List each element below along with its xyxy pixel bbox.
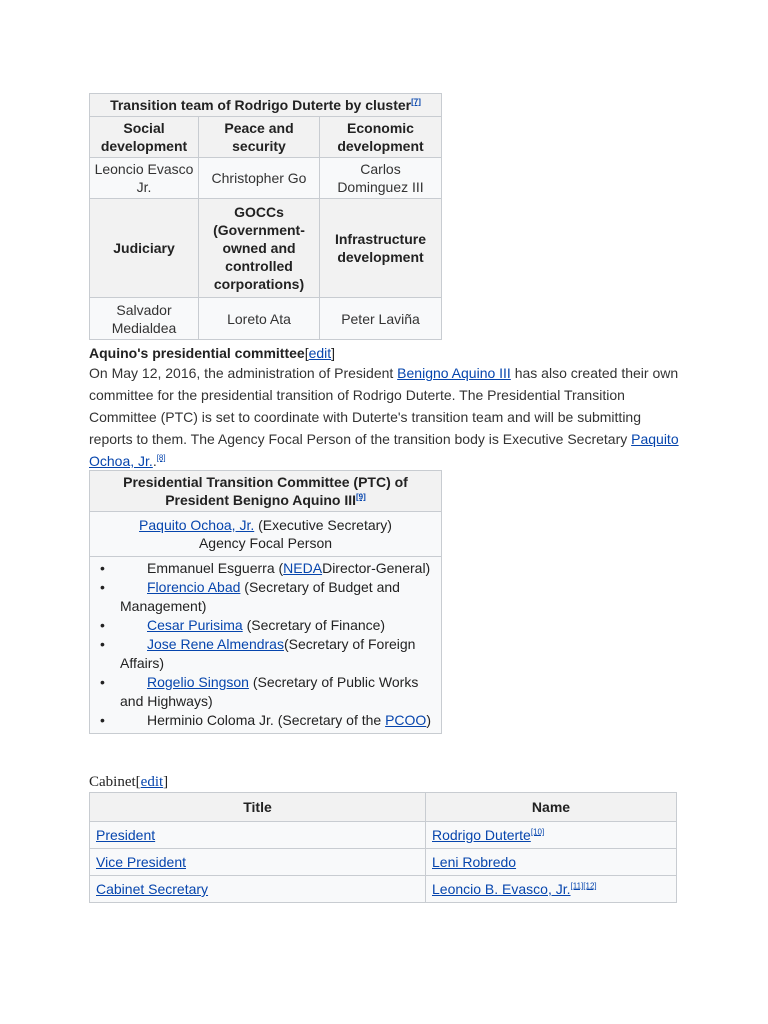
bullet-icon: • bbox=[100, 560, 105, 576]
header-peace-and-security: Peace and security bbox=[199, 117, 320, 158]
ptc-caption-text: Presidential Transition Committee (PTC) of President Benigno Aquino III bbox=[123, 474, 408, 508]
cabinet-title-cell bbox=[90, 876, 426, 903]
focal-title: Agency Focal Person bbox=[198, 535, 333, 551]
bullet-icon: • bbox=[100, 617, 105, 633]
member-text-post: (Secretary of Public Works and Highways) bbox=[120, 674, 419, 709]
member-link[interactable]: Florencio Abad bbox=[147, 579, 241, 595]
member-link[interactable]: Jose Rene Almendras bbox=[147, 636, 284, 652]
cabinet-title-link[interactable]: Cabinet Secretary bbox=[96, 881, 209, 897]
aquino-edit-link[interactable]: edit bbox=[308, 345, 332, 361]
cell-christopher-go: Christopher Go bbox=[199, 158, 320, 199]
member-link[interactable]: NEDA bbox=[283, 560, 323, 576]
caption-text: Transition team of Rodrigo Duterte by cluster bbox=[110, 97, 412, 113]
focal-role: (Executive Secretary) bbox=[254, 517, 392, 533]
cell-leoncio-evasco: Leoncio Evasco Jr. bbox=[90, 158, 199, 199]
bullet-icon: • bbox=[100, 636, 105, 652]
para-text-2: has also created their own committee for the presidential transition of Rodrigo Duterte. The Presidential Transition Committee (PTC) is set to coordinate with Duterte's transition team and will be submitting reports to them. The Agency Focal Person of the transition body is Executive Secretary bbox=[89, 365, 679, 447]
cabinet-name-cell bbox=[426, 849, 677, 876]
ptc-members-list bbox=[96, 559, 435, 730]
ptc-member-item bbox=[96, 673, 435, 711]
ref-8-link[interactable]: [8] bbox=[156, 453, 166, 463]
cabinet-table-body bbox=[90, 822, 677, 903]
member-text-pre: Emmanuel Esguerra ( bbox=[147, 560, 284, 576]
ptc-caption bbox=[90, 471, 442, 512]
cabinet-name-cell bbox=[426, 822, 677, 849]
table-row bbox=[90, 876, 677, 903]
table-row bbox=[90, 822, 677, 849]
ref-9-link[interactable]: [9] bbox=[356, 492, 366, 502]
cabinet-heading: Cabinet[edit] bbox=[89, 774, 169, 790]
cabinet-heading-text: Cabinet bbox=[89, 774, 136, 790]
ptc-member-item bbox=[96, 711, 435, 730]
benigno-aquino-link[interactable]: Benigno Aquino III bbox=[397, 365, 511, 381]
table-row bbox=[90, 849, 677, 876]
para-text-1: On May 12, 2016, the administration of President bbox=[89, 365, 398, 381]
member-text-pre: Herminio Coloma Jr. (Secretary of the bbox=[147, 712, 386, 728]
header-social-development: Social development bbox=[90, 117, 199, 158]
bullet-icon: • bbox=[100, 579, 105, 595]
cabinet-title-link[interactable]: Vice President bbox=[96, 854, 187, 870]
header-judiciary: Judiciary bbox=[90, 199, 199, 298]
reference-link[interactable]: [10] bbox=[530, 827, 545, 837]
header-infrastructure-development: Infrastructure development bbox=[320, 199, 442, 298]
bullet-icon: • bbox=[100, 674, 105, 690]
header-goccs: GOCCs (Government-owned and controlled corporations) bbox=[199, 199, 320, 298]
ref-7-link[interactable]: [7] bbox=[411, 97, 421, 107]
cell-carlos-dominguez: Carlos Dominguez III bbox=[320, 158, 442, 199]
cell-loreto-ata: Loreto Ata bbox=[199, 298, 320, 340]
member-link[interactable]: Cesar Purisima bbox=[147, 617, 243, 633]
bullet-icon: • bbox=[100, 712, 105, 728]
cabinet-title-cell bbox=[90, 822, 426, 849]
member-text-post: (Secretary of Finance) bbox=[242, 617, 386, 633]
ptc-table bbox=[89, 470, 442, 734]
ptc-member-item bbox=[96, 559, 435, 578]
member-link[interactable]: PCOO bbox=[385, 712, 427, 728]
transition-team-caption bbox=[89, 93, 442, 116]
focal-ochoa-link[interactable]: Paquito Ochoa, Jr. bbox=[139, 517, 255, 533]
paquito-ochoa-link[interactable]: Paquito Ochoa, Jr. bbox=[89, 431, 679, 469]
aquino-section-heading: Aquino's presidential committee[edit] bbox=[89, 345, 336, 361]
cabinet-name-link[interactable]: Leni Robredo bbox=[432, 854, 517, 870]
para-text-3: . bbox=[152, 453, 157, 469]
ptc-member-item bbox=[96, 578, 435, 616]
cabinet-edit-link[interactable]: edit bbox=[140, 774, 164, 790]
cabinet-title-cell bbox=[90, 849, 426, 876]
cell-salvador-medialdea: Salvador Medialdea bbox=[90, 298, 199, 340]
member-text-post: Director-General) bbox=[322, 560, 431, 576]
cabinet-title-link[interactable]: President bbox=[96, 827, 156, 843]
cabinet-name-link[interactable]: Leoncio B. Evasco, Jr. bbox=[432, 881, 571, 897]
cabinet-table bbox=[89, 792, 677, 903]
member-text-post: (Secretary of Budget and Management) bbox=[120, 579, 400, 614]
ptc-member-item bbox=[96, 616, 435, 635]
ptc-member-item bbox=[96, 635, 435, 673]
aquino-heading-text: Aquino's presidential committee bbox=[89, 345, 305, 361]
cabinet-name-cell bbox=[426, 876, 677, 903]
ptc-focal-person bbox=[90, 512, 442, 557]
header-economic-development: Economic development bbox=[320, 117, 442, 158]
transition-team-table bbox=[89, 93, 442, 340]
member-link[interactable]: Rogelio Singson bbox=[147, 674, 249, 690]
cell-peter-lavina: Peter Laviña bbox=[320, 298, 442, 340]
ptc-members-cell bbox=[90, 557, 442, 734]
member-text-post: (Secretary of Foreign Affairs) bbox=[120, 636, 416, 671]
cabinet-col-name: Name bbox=[426, 793, 677, 822]
cabinet-col-title: Title bbox=[90, 793, 426, 822]
cabinet-name-link[interactable]: Rodrigo Duterte bbox=[432, 827, 531, 843]
member-text-post: ) bbox=[426, 712, 431, 728]
aquino-paragraph bbox=[89, 362, 679, 472]
reference-link[interactable]: [11][12] bbox=[570, 881, 597, 891]
